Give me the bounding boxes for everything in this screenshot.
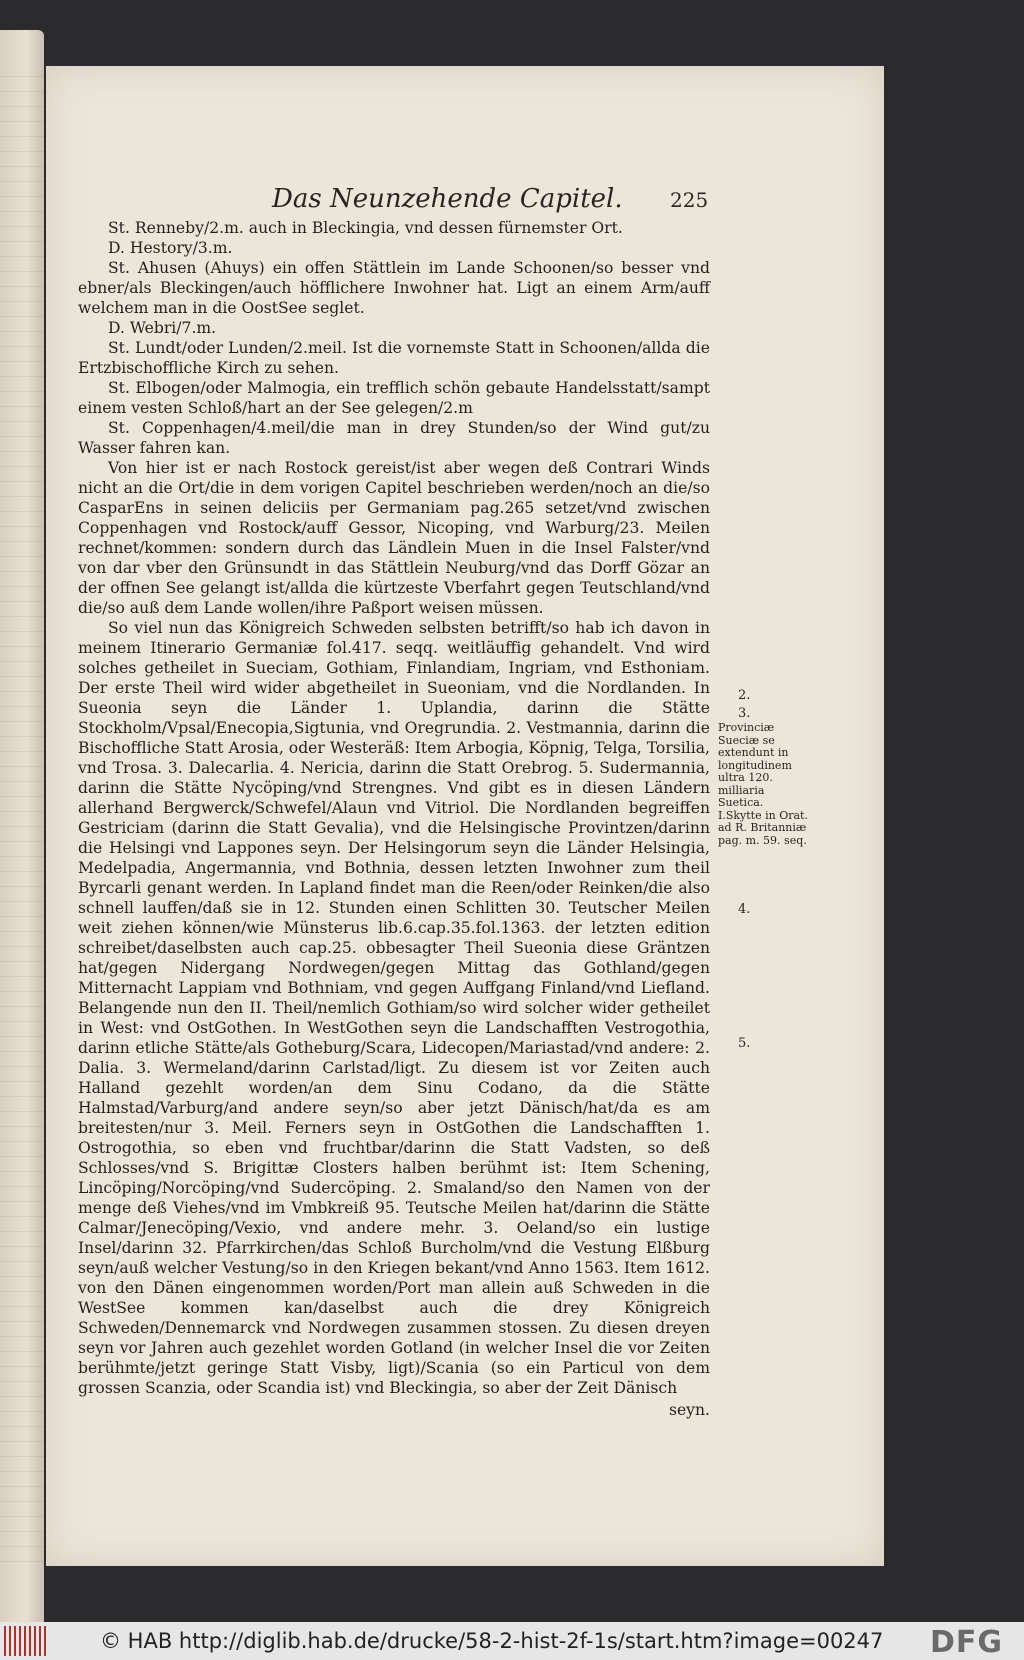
- footer-url[interactable]: © HAB http://diglib.hab.de/drucke/58-2-hist-2f-1s/start.htm?image=00247: [100, 1629, 884, 1653]
- paragraph: So viel nun das Königreich Schweden selbsten betrifft/so hab ich davon in meinem Itinerario Germaniæ fol.417. seqq. weitläuffig gehandelt. Vnd wird solches getheilet in Sueciam, Gothiam, Finlandiam, Ingriam, vnd Esthoniam. Der erste Theil wird wider abgetheilet in Sueoniam, vnd die Nordlanden. In Sueonia seyn die Länder 1. Uplandia, darinn die Stätte Stockholm/Vpsal/Enecopia,Sigtunia, vnd Oregrundia. 2. Vestmannia, darinn die Bischoffliche Statt Arosia, oder Westeräß: Item Arbogia, Köpnig, Telga, Torsilia, vnd Trosa. 3. Dalecarlia. 4. Nericia, darinn die Statt Orebrog. 5. Sudermannia, darinn die Stätte Nycöping/vnd Strengnes. Vnd gibt es in diesen Ländern allerhand Bergwerck/Schwefel/Alaun vnd Vitriol. Die Nordlanden begreiffen Gestriciam (darinn die Statt Gevalia), vnd die Helsingische Provintzen/darinn die Helsingi vnd Lappones seyn. Der Helsingorum seyn die Länder Helsingia, Medelpadia, Angermannia, vnd Bothnia, dessen letzten Inwohner zum theil Byrcarli genant werden. In Lapland findet man die Reen/oder Reinken/die also schnell lauffen/daß sie in 12. Stunden einen Schlitten 30. Teutscher Meilen weit ziehen können/wie Münsterus lib.6.cap.35.fol.1363. der letzten edition schreibet/daselbsten auch cap.25. obbesagter Theil Sueonia diese Gräntzen hat/gegen Nidergang Nordwegen/gegen Mittag das Gothland/gegen Mitternacht Lappiam vnd Bothniam, vnd gegen Auffgang Finland/vnd Liefland. Belangende nun den II. Theil/nemlich Gothiam/so wird solcher wider getheilet in West: vnd OstGothen. In WestGothen seyn die Landschafften Vestrogothia, darinn etliche Stätte/als Gotheburg/Scara, Lidecopen/Mariastad/vnd andere: 2. Dalia. 3. Wermeland/darinn Carlstad/ligt. Zu diesem ist vor Zeiten auch Halland gezehlt worden/an dem Sinu Codano, da die Stätte Halmstad/Varburg/and andere seyn/so aber jetzt Dänisch/hat/da es am breitesten/nur 3. Meil. Ferners seyn in OstGothen die Landschafften 1. Ostrogothia, so eben vnd fruchtbar/darinn die Statt Vadsten, so deß Schlosses/vnd S. Brigittæ Closters halben berühmt ist: Item Schening, Lincöping/Norcöping/vnd Sudercöping. 2. Smaland/so den Namen von der menge deß Viehes/vnd im Vmbkreiß 95. Teutsche Meilen hat/darinn die Stätte Calmar/Jenecöping/Vexio, vnd andere mehr. 3. Oeland/so ein lustige Insel/darinn 32. Pfarrkirchen/das Schloß Burcholm/vnd die Vestung Elßburg seyn/auß welcher Vestung/so in den Kriegen bekant/vnd Anno 1563. Item 1612. von den Dänen eingenommen worden/Port man allein auß Schweden in die WestSee kommen kan/daselbst auch die drey Königreich Schweden/Dennemarck vnd Nordwegen zusammen stossen. Zu diesen dreyen seyn vor Jahren auch gezehlet worden Gotland (in welcher Insel die vor Zeiten berühmte/jetzt geringe Statt Visby, ligt)/Scania (so ein Particul von dem grossen Scanzia, oder Scandia ist) vnd Bleckingia, so aber der Zeit Dänisch: [78, 619, 710, 1397]
- margin-note-text: Provinciæ Sueciæ se extendunt in longitudinem ultra 120. milliaria Suetica. I.Skytte in Orat. ad R. Britanniæ pag. m. 59. seq.: [718, 721, 808, 847]
- book-page: [46, 66, 884, 1566]
- paragraph: St. Lundt/oder Lunden/2.meil. Ist die vornemste Statt in Schoonen/allda die Ertzbischoffliche Kirch zu sehen.: [78, 339, 710, 377]
- margin-note-number: 3.: [738, 706, 751, 721]
- paragraph: St. Elbogen/oder Malmogia, ein trefflich schön gebaute Handelsstatt/sampt einem vesten Schloß/hart an der See gelegen/2.m: [78, 379, 710, 417]
- footer-bar: [0, 1622, 1024, 1660]
- paragraph: D. Webri/7.m.: [108, 319, 217, 337]
- paragraph: St. Coppenhagen/4.meil/die man in drey Stunden/so der Wind gut/zu Wasser fahren kan.: [78, 419, 710, 457]
- margin-note-number: 4.: [738, 902, 751, 917]
- margin-note-number: 5.: [738, 1036, 751, 1051]
- paragraph: Von hier ist er nach Rostock gereist/ist aber wegen deß Contrari Winds nicht an die Ort/die in dem vorigen Capitel beschrieben werden/noch an die/so CasparEns in seinen deliciis per Germaniam pag.265 setzet/vnd zwischen Coppenhagen vnd Rostock/auff Gessor, Nicoping, vnd Warburg/23. Meilen rechnet/kommen: sondern durch das Ländlein Muen in die Insel Falster/vnd von dar vber den Grünsundt in das Stättlein Neuburg/vnd das Dorff Gözar an der offnen See gelangt ist/allda die kürtzeste Vberfahrt gegen Teutschland/vnd die/so auß dem Lande wollen/ihre Paßport weisen müssen.: [78, 459, 710, 617]
- dfg-logo: DFG: [930, 1625, 1004, 1660]
- catchword: seyn.: [668, 1401, 710, 1419]
- paragraph: St. Ahusen (Ahuys) ein offen Stättlein im Lande Schoonen/so besser vnd ebner/als Bleckingen/auch höfflichere Inwohner hat. Ligt an einem Arm/auff welchem man in die OostSee seglet.: [78, 259, 710, 317]
- left-page-edge: [0, 30, 44, 1640]
- body-text: [78, 218, 710, 1420]
- page-number: 225: [670, 188, 709, 212]
- paragraph: D. Hestory/3.m.: [108, 239, 233, 257]
- running-title: Das Neunzehende Capitel.: [272, 184, 623, 214]
- hab-logo-icon: [4, 1626, 46, 1656]
- margin-note-number: 2.: [738, 688, 751, 703]
- paragraph: St. Renneby/2.m. auch in Bleckingia, vnd dessen fürnemster Ort.: [108, 219, 623, 237]
